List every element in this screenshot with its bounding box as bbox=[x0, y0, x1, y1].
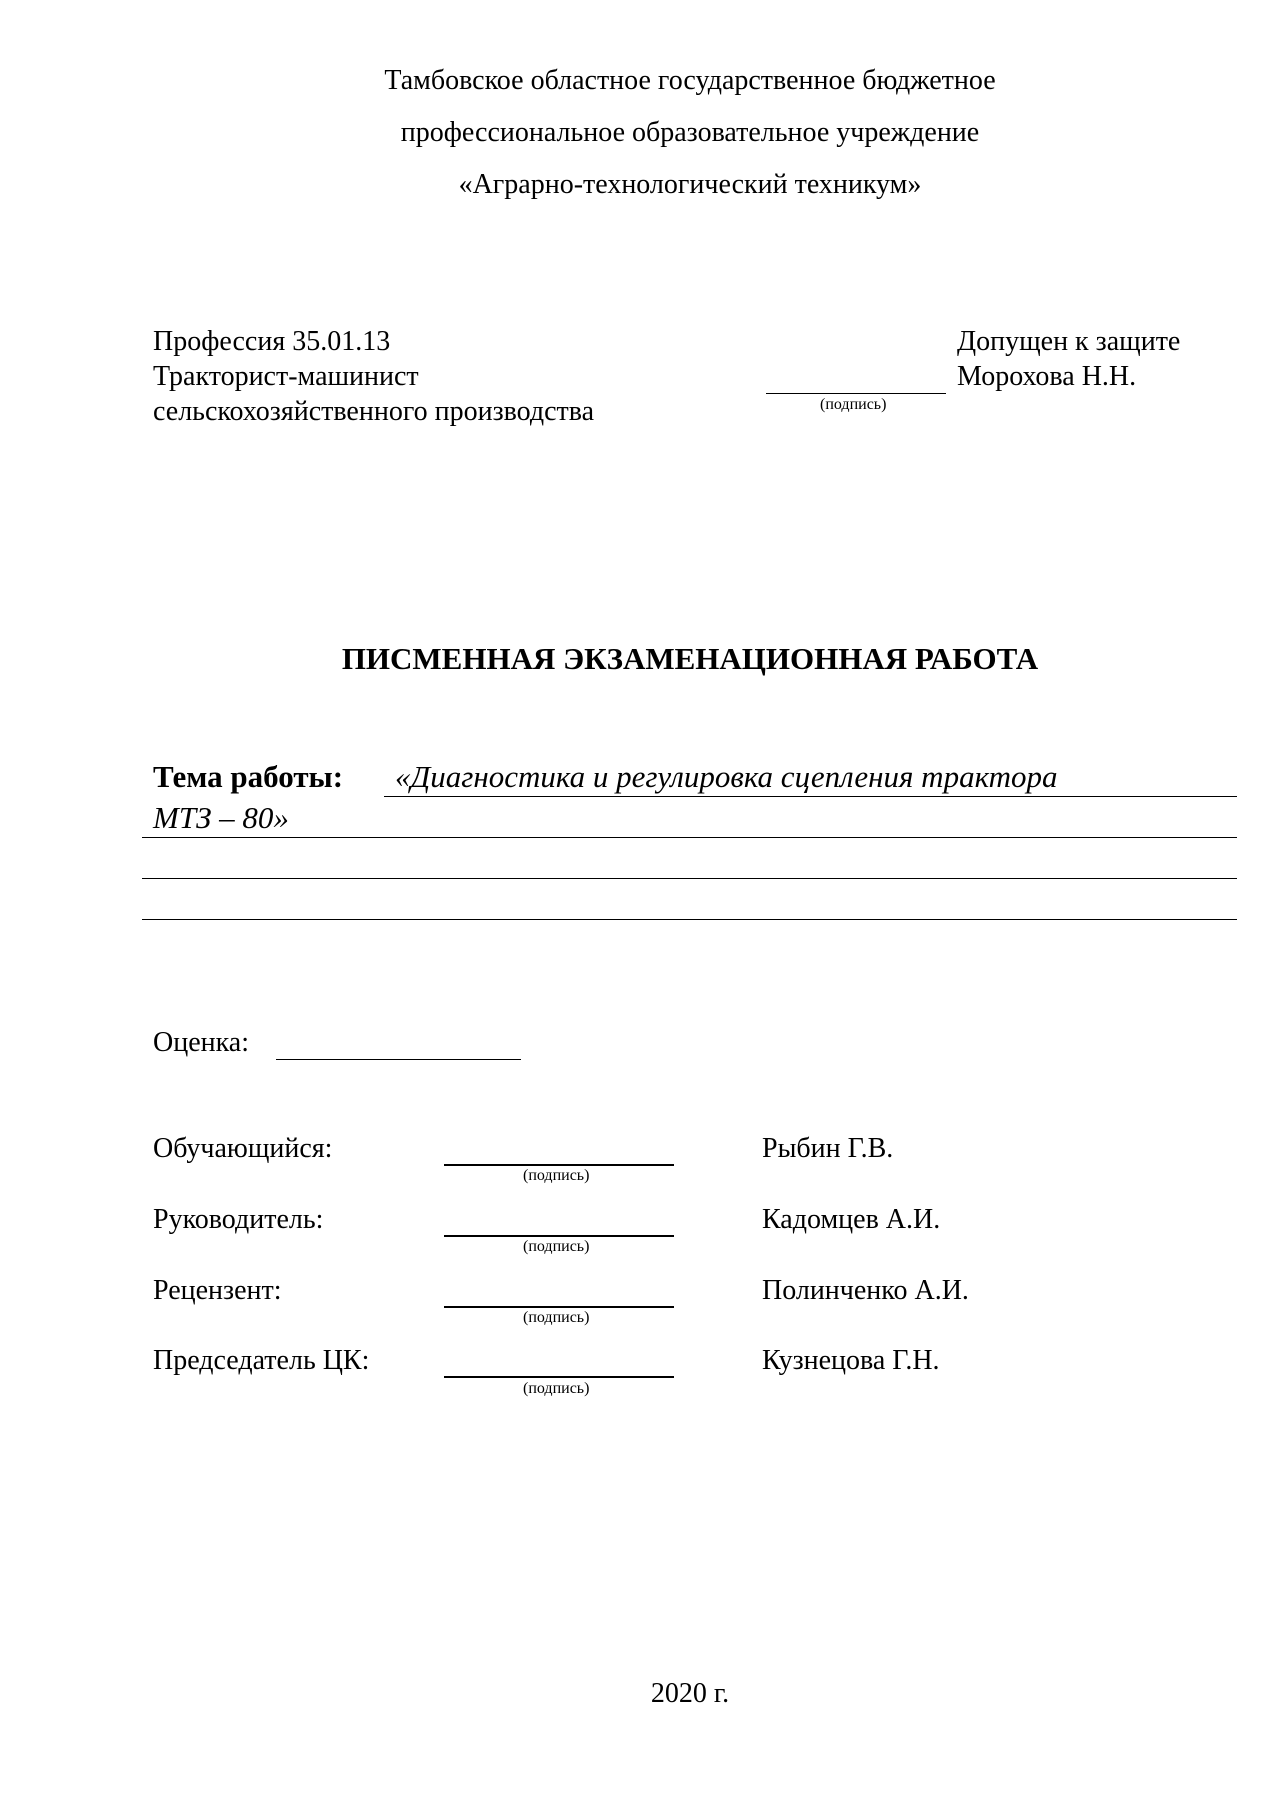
institution-line-3: «Аграрно-технологический техникум» bbox=[458, 169, 922, 200]
profession-line-2: Тракторист-машинист bbox=[153, 361, 419, 392]
institution-line-1: Тамбовское областное государственное бюджетное bbox=[384, 65, 996, 96]
signature-role: Рецензент: bbox=[153, 1275, 282, 1306]
topic-label: Тема работы: bbox=[153, 759, 344, 794]
signature-role: Председатель ЦК: bbox=[153, 1345, 370, 1376]
topic-underline-3 bbox=[142, 878, 1237, 879]
approval-label: Допущен к защите bbox=[957, 326, 1181, 357]
signature-name: Кузнецова Г.Н. bbox=[762, 1345, 940, 1376]
signature-line bbox=[444, 1235, 674, 1237]
grade-label: Оценка: bbox=[153, 1027, 250, 1058]
approval-name: Морохова Н.Н. bbox=[957, 361, 1137, 392]
approval-signature-caption: (подпись) bbox=[820, 396, 887, 413]
profession-line-3: сельскохозяйственного производства bbox=[153, 396, 595, 427]
document-title: ПИСМЕННАЯ ЭКЗАМЕНАЦИОННАЯ РАБОТА bbox=[341, 641, 1039, 676]
approval-signature-line bbox=[766, 393, 946, 394]
grade-line bbox=[276, 1059, 521, 1060]
signature-role: Руководитель: bbox=[153, 1204, 324, 1235]
topic-underline-4 bbox=[142, 919, 1237, 920]
topic-underline-1 bbox=[384, 796, 1237, 797]
signature-name: Рыбин Г.В. bbox=[762, 1133, 894, 1164]
profession-line-1: Профессия 35.01.13 bbox=[153, 326, 391, 357]
topic-underline-2 bbox=[142, 837, 1237, 838]
signature-name: Кадомцев А.И. bbox=[762, 1204, 941, 1235]
institution-line-2: профессиональное образовательное учреждение bbox=[400, 117, 980, 148]
signature-caption: (подпись) bbox=[523, 1380, 590, 1397]
signature-line bbox=[444, 1164, 674, 1166]
signature-line bbox=[444, 1306, 674, 1308]
signature-caption: (подпись) bbox=[523, 1167, 590, 1184]
signature-caption: (подпись) bbox=[523, 1238, 590, 1255]
signature-caption: (подпись) bbox=[523, 1309, 590, 1326]
signature-line bbox=[444, 1376, 674, 1378]
signature-role: Обучающийся: bbox=[153, 1133, 333, 1164]
topic-text-line-2: МТЗ – 80» bbox=[153, 800, 289, 835]
topic-text-line-1: «Диагностика и регулировка сцепления трактора bbox=[395, 759, 1058, 794]
year: 2020 г. bbox=[650, 1678, 730, 1709]
signature-name: Полинченко А.И. bbox=[762, 1275, 969, 1306]
